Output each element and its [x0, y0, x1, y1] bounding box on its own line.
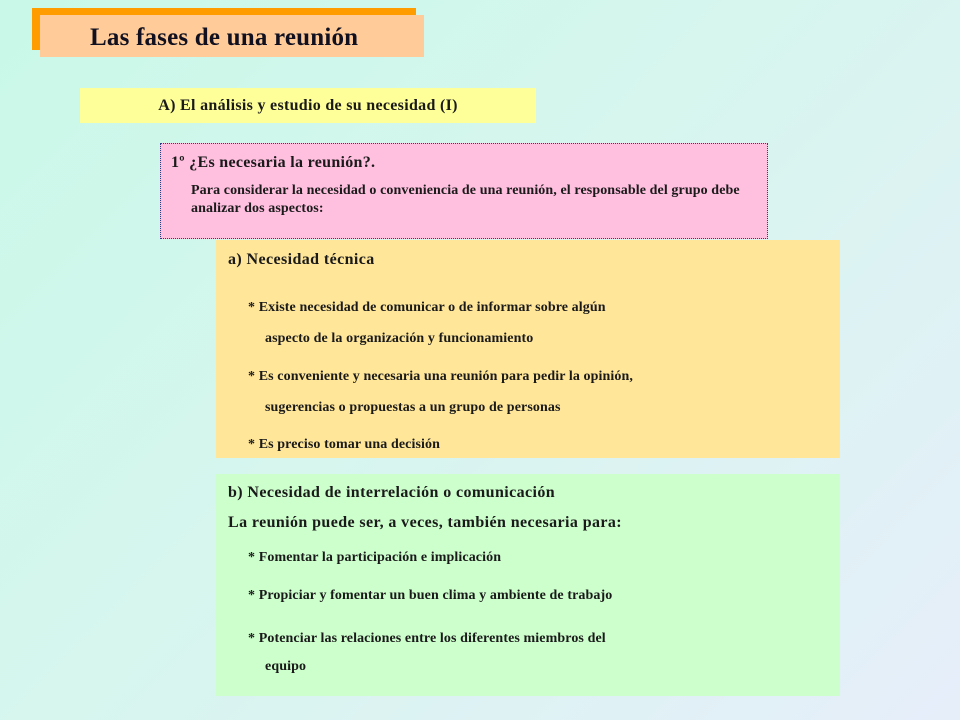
list-item-continuation: aspecto de la organización y funcionamiento	[265, 331, 534, 346]
necesidad-interrelacion-lead: La reunión puede ser, a veces, también necesaria para:	[228, 514, 623, 531]
necesidad-tecnica-heading: a) Necesidad técnica	[228, 251, 375, 268]
list-item	[228, 292, 828, 354]
question-title: 1º ¿Es necesaria la reunión?.	[171, 154, 376, 171]
necesidad-interrelacion-box	[216, 474, 840, 696]
list-item	[228, 361, 828, 423]
list-item-line: * Potenciar las relaciones entre los diferentes miembros del	[248, 631, 606, 646]
list-item-line: * Existe necesidad de comunicar o de informar sobre algún	[248, 300, 606, 315]
necesidad-interrelacion-heading: b) Necesidad de interrelación o comunicación	[228, 484, 556, 501]
list-item	[228, 429, 828, 460]
page-title: Las fases de una reunión	[40, 15, 424, 57]
list-item	[228, 550, 828, 566]
list-item	[228, 588, 828, 604]
question-box	[160, 143, 768, 239]
question-text: Para considerar la necesidad o conveniencia de una reunión, el responsable del grupo debe analizar dos aspectos:	[191, 183, 740, 216]
list-item-line: * Es preciso tomar una decisión	[248, 437, 440, 452]
list-item-line: * Es conveniente y necesaria una reunión para pedir la opinión,	[248, 369, 633, 384]
necesidad-tecnica-box	[216, 240, 840, 458]
list-item-line: * Propiciar y fomentar un buen clima y ambiente de trabajo	[248, 588, 613, 603]
list-item-line: * Fomentar la participación e implicación	[248, 550, 502, 565]
section-a-heading: A) El análisis y estudio de su necesidad (I)	[80, 88, 536, 123]
list-item-continuation: sugerencias o propuestas a un grupo de personas	[265, 400, 561, 415]
list-item	[228, 625, 828, 681]
list-item-continuation: equipo	[265, 659, 307, 674]
